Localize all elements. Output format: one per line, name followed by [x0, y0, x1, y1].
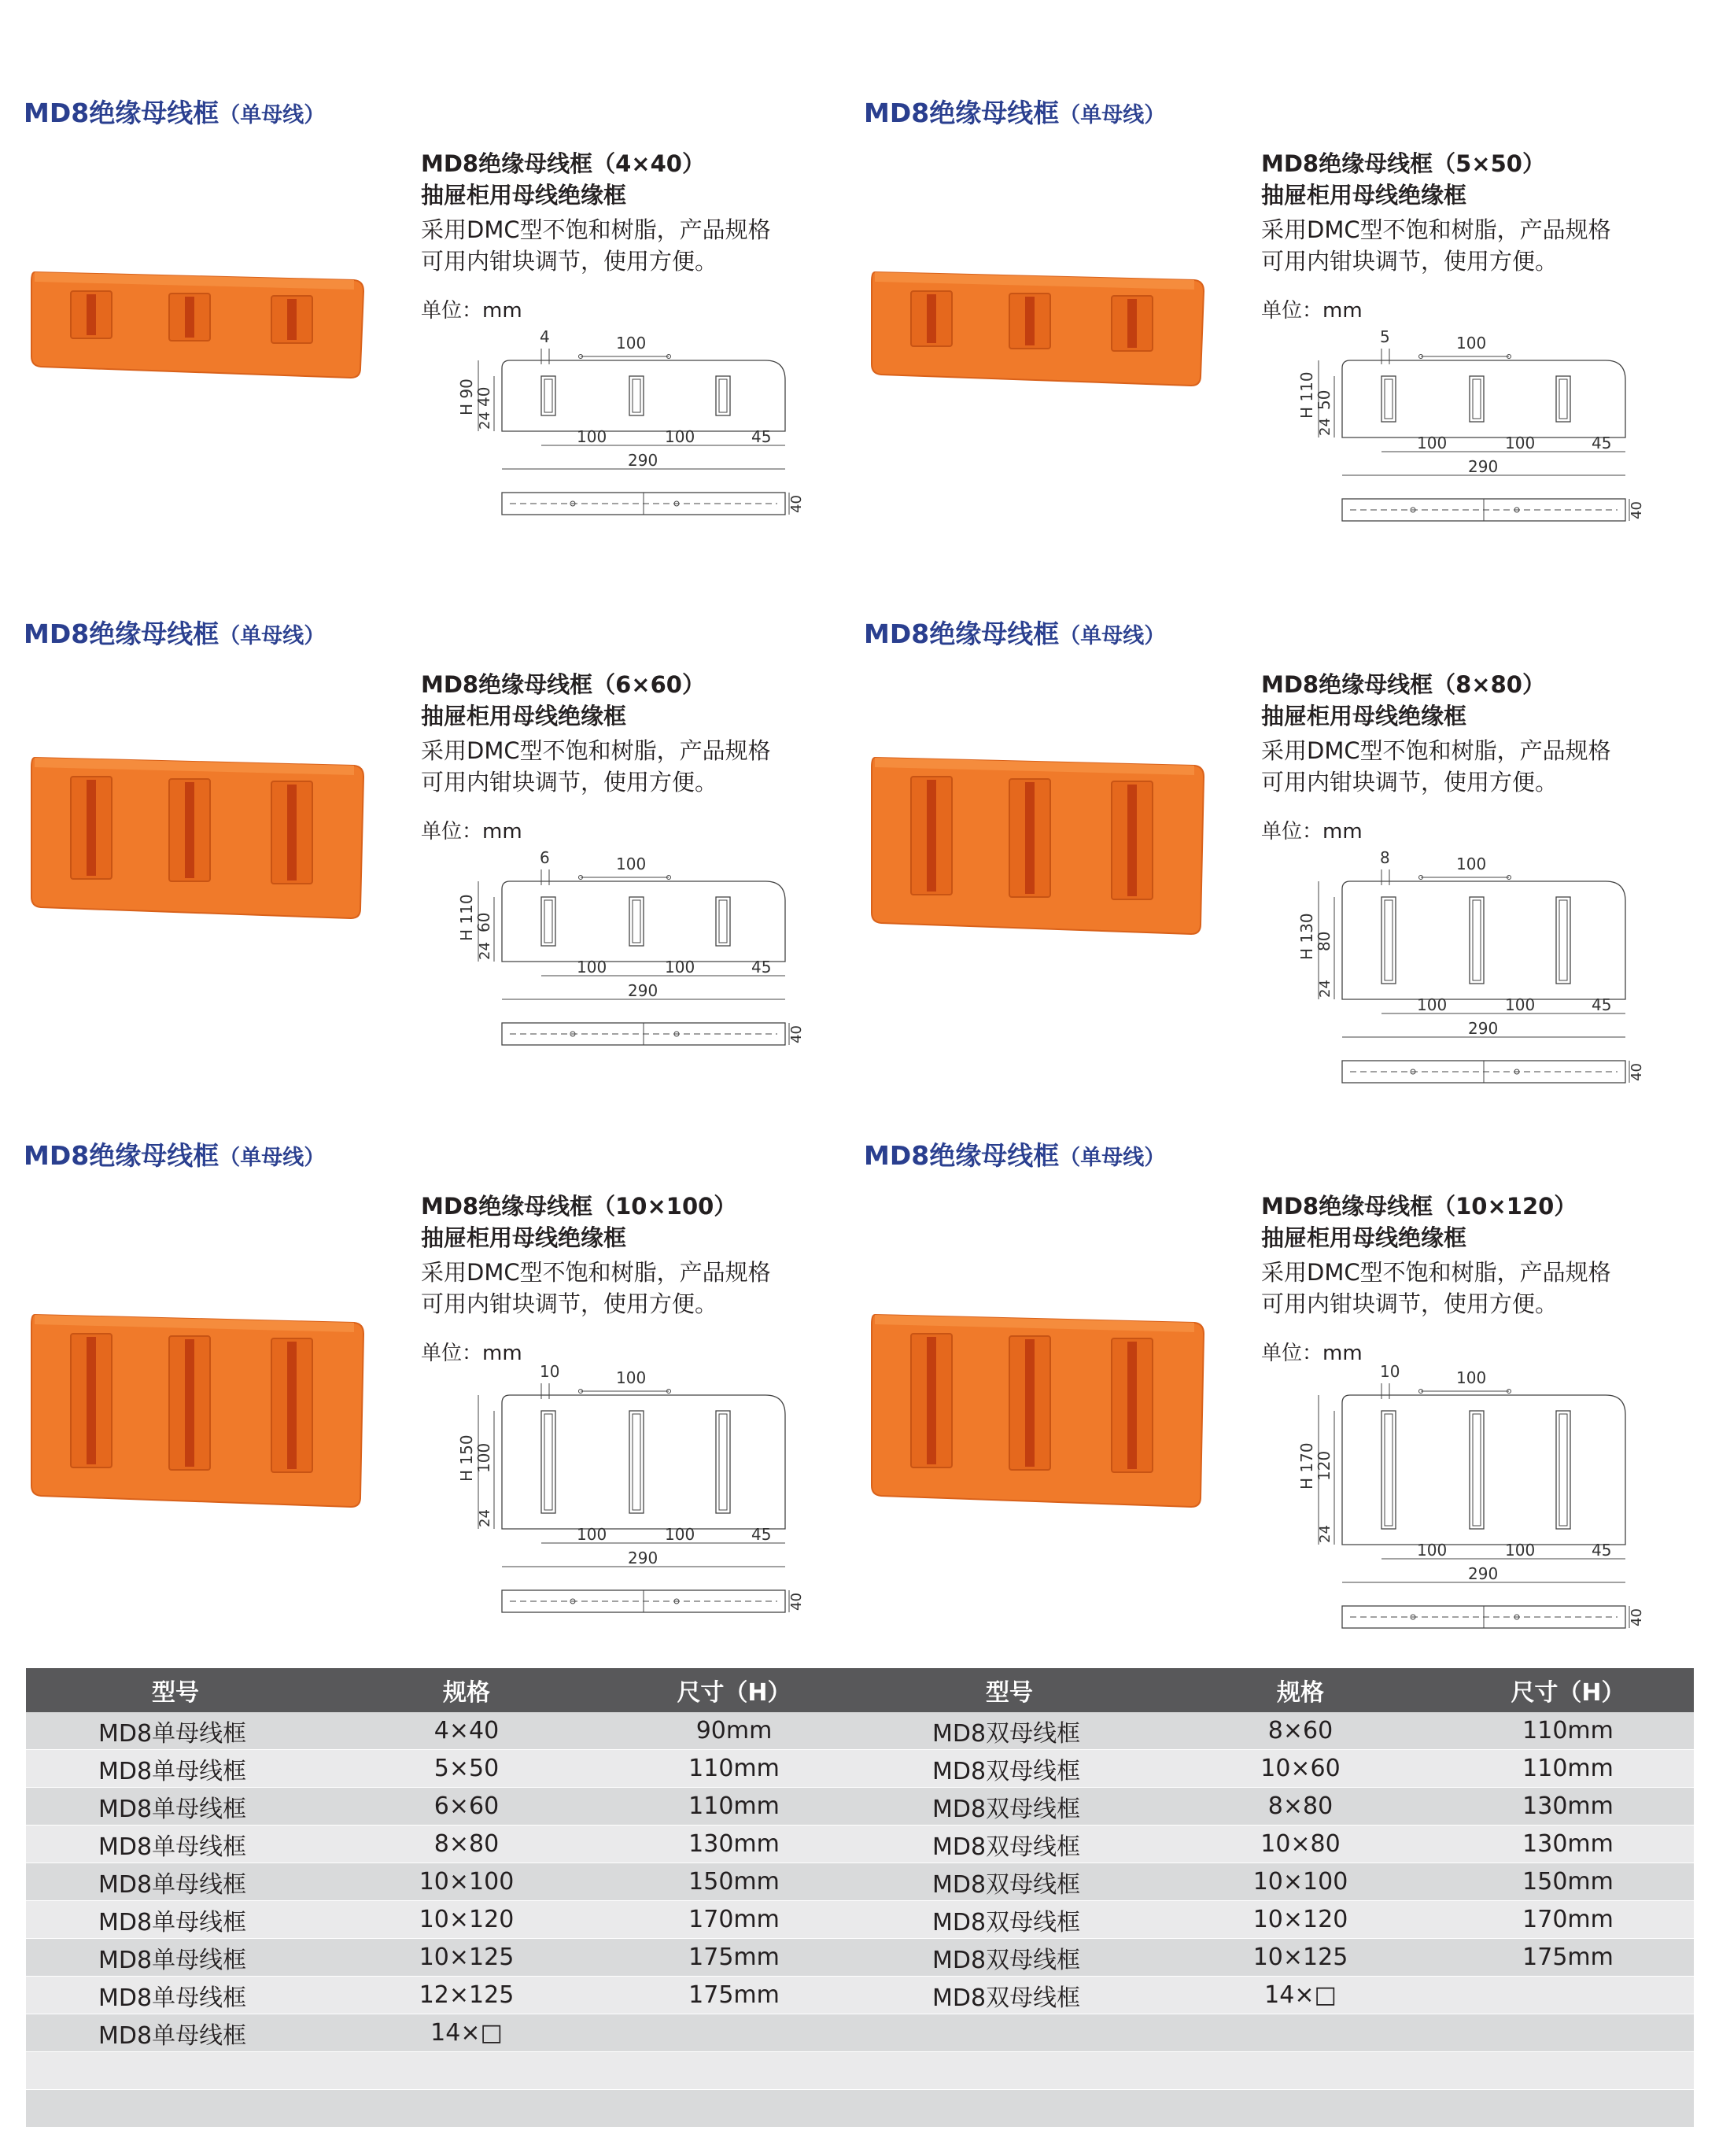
cell-model: MD8单母线框	[26, 1863, 325, 1901]
product-description	[1261, 148, 1686, 323]
table-row	[26, 1788, 1694, 1826]
product-section	[24, 614, 850, 1133]
cell-size: 150mm	[1442, 1863, 1694, 1901]
dimension-drawing-svg	[447, 305, 809, 533]
dim-span-1: 100	[1417, 995, 1448, 1014]
table-row	[26, 1977, 1694, 2014]
dimension-drawing-svg	[1287, 305, 1649, 540]
product-photo	[864, 1309, 1210, 1513]
dim-span-1: 100	[577, 958, 607, 976]
dim-pitch: 100	[616, 334, 647, 353]
dim-base: 24	[1317, 1525, 1334, 1543]
dimension-drawing	[1287, 305, 1649, 533]
unit-label: 单位：mm	[1261, 820, 1363, 844]
section-title	[864, 1135, 1165, 1172]
product-photo-svg	[24, 1309, 370, 1513]
dim-depth: 40	[788, 495, 805, 513]
cell-size: 170mm	[608, 1901, 860, 1939]
dim-base: 24	[477, 942, 493, 960]
cell-size	[608, 2090, 860, 2128]
product-photo-svg	[864, 266, 1210, 392]
product-section	[24, 1135, 850, 1655]
section-title-suffix: （单母线）	[1059, 1146, 1166, 1170]
cell-model	[26, 2052, 325, 2090]
dimension-drawing	[447, 1340, 809, 1611]
dim-span-1: 100	[1417, 1541, 1448, 1560]
cell-size	[608, 2014, 860, 2052]
table-row	[26, 1750, 1694, 1788]
unit-label: 单位：mm	[421, 820, 522, 844]
spec-table	[26, 1668, 1694, 2128]
dim-depth: 40	[1629, 1063, 1645, 1081]
table-row	[26, 2052, 1694, 2090]
cell-model: MD8单母线框	[26, 1750, 325, 1788]
dim-bus: 80	[1315, 931, 1334, 951]
dim-pitch: 100	[1456, 1368, 1487, 1387]
col-header-spec: 规格	[1159, 1668, 1442, 1712]
dim-base: 24	[1317, 418, 1334, 436]
product-photo	[24, 1309, 370, 1513]
cell-size: 175mm	[608, 1939, 860, 1977]
section-title-main: MD8绝缘母线框	[24, 98, 219, 128]
section-title-suffix: （单母线）	[219, 1146, 326, 1170]
dim-span-1: 100	[577, 427, 607, 446]
unit-label: 单位：mm	[421, 299, 522, 323]
dimension-drawing-svg	[447, 1340, 809, 1631]
dimension-drawing-svg	[1287, 826, 1649, 1102]
desc-line-1: 采用DMC型不饱和树脂，产品规格	[421, 216, 771, 243]
table-row	[26, 1863, 1694, 1901]
cell-spec	[1159, 2014, 1442, 2052]
cell-size	[1442, 2014, 1694, 2052]
dim-span-3: 45	[1592, 1541, 1612, 1560]
section-title	[24, 614, 325, 651]
cell-size: 175mm	[1442, 1939, 1694, 1977]
dim-span-3: 45	[751, 427, 772, 446]
cell-size	[1442, 1977, 1694, 2014]
dimension-drawing	[1287, 1340, 1649, 1626]
product-photo	[864, 266, 1210, 471]
cell-size: 175mm	[608, 1977, 860, 2014]
cell-spec: 8×80	[325, 1826, 608, 1863]
dim-height: H 150	[457, 1434, 476, 1482]
section-title-main: MD8绝缘母线框	[864, 98, 1060, 128]
cell-spec: 8×80	[1159, 1788, 1442, 1826]
cell-model: MD8单母线框	[26, 1901, 325, 1939]
desc-line-1: 采用DMC型不饱和树脂，产品规格	[421, 1259, 771, 1286]
cell-size: 110mm	[608, 1750, 860, 1788]
table-header-row	[26, 1668, 1694, 1712]
dim-bus: 40	[474, 386, 493, 407]
product-photo-svg	[864, 751, 1210, 940]
col-header-model: 型号	[26, 1668, 325, 1712]
dim-height: H 130	[1297, 913, 1316, 960]
dim-span-3: 45	[1592, 434, 1612, 452]
desc-line-2: 可用内钳块调节，使用方便。	[1261, 248, 1559, 275]
dim-span-2: 100	[665, 958, 695, 976]
section-title	[24, 93, 325, 130]
cell-size: 130mm	[1442, 1788, 1694, 1826]
cell-size: 170mm	[1442, 1901, 1694, 1939]
product-photo-svg	[864, 1309, 1210, 1513]
dim-total-length: 290	[628, 1549, 658, 1567]
dim-base: 24	[477, 1509, 493, 1527]
section-title-suffix: （单母线）	[219, 624, 326, 648]
section-title-main: MD8绝缘母线框	[864, 1140, 1060, 1171]
product-name: MD8绝缘母线框（4×40）	[421, 150, 705, 177]
cell-spec: 14×□	[1159, 1977, 1442, 2014]
cell-spec: 10×120	[1159, 1901, 1442, 1939]
section-title-main: MD8绝缘母线框	[864, 618, 1060, 649]
cell-spec	[1159, 2090, 1442, 2128]
dim-total-length: 290	[1468, 457, 1499, 476]
product-section	[864, 93, 1690, 612]
dim-height: H 90	[457, 378, 476, 415]
product-name: MD8绝缘母线框（5×50）	[1261, 150, 1545, 177]
dim-total-length: 290	[628, 451, 658, 470]
cell-model: MD8单母线框	[26, 2014, 325, 2052]
dim-span-1: 100	[577, 1525, 607, 1544]
desc-line-2: 可用内钳块调节，使用方便。	[421, 248, 718, 275]
unit-label: 单位：mm	[1261, 299, 1363, 323]
cell-size	[1442, 2090, 1694, 2128]
cell-spec	[325, 2090, 608, 2128]
desc-line-1: 采用DMC型不饱和树脂，产品规格	[1261, 1259, 1611, 1286]
dim-span-3: 45	[751, 1525, 772, 1544]
dim-total-length: 290	[1468, 1019, 1499, 1038]
section-title-main: MD8绝缘母线框	[24, 618, 219, 649]
cell-size: 130mm	[608, 1826, 860, 1863]
dimension-drawing-svg	[1287, 1340, 1649, 1647]
dim-depth: 40	[1629, 501, 1645, 519]
cell-size: 110mm	[608, 1788, 860, 1826]
cell-model: MD8单母线框	[26, 1939, 325, 1977]
desc-line-1: 采用DMC型不饱和树脂，产品规格	[1261, 737, 1611, 764]
desc-line-1: 采用DMC型不饱和树脂，产品规格	[1261, 216, 1611, 243]
cell-size: 150mm	[608, 1863, 860, 1901]
product-photo	[24, 266, 370, 471]
unit-label: 单位：mm	[421, 1342, 522, 1365]
dim-pitch: 100	[1456, 334, 1487, 353]
section-title	[864, 93, 1165, 130]
cell-model	[860, 2090, 1159, 2128]
section-title-suffix: （单母线）	[1059, 103, 1166, 127]
table-row	[26, 2014, 1694, 2052]
section-title-suffix: （单母线）	[219, 103, 326, 127]
section-title	[24, 1135, 325, 1172]
cell-model: MD8双母线框	[860, 1788, 1159, 1826]
dim-bus: 50	[1315, 389, 1334, 410]
dim-slot-width: 10	[1380, 1362, 1400, 1381]
desc-line-2: 可用内钳块调节，使用方便。	[421, 1290, 718, 1317]
cell-size: 110mm	[1442, 1712, 1694, 1750]
cell-model: MD8单母线框	[26, 1977, 325, 2014]
section-title-main: MD8绝缘母线框	[24, 1140, 219, 1171]
dimension-drawing	[1287, 826, 1649, 1081]
product-use: 抽屉柜用母线绝缘框	[421, 703, 627, 729]
desc-line-2: 可用内钳块调节，使用方便。	[1261, 769, 1559, 796]
product-name: MD8绝缘母线框（10×100）	[421, 1193, 737, 1220]
section-title-suffix: （单母线）	[1059, 624, 1166, 648]
dim-span-2: 100	[1505, 1541, 1536, 1560]
table-row	[26, 1939, 1694, 1977]
dim-bus: 60	[474, 912, 493, 932]
cell-spec: 10×100	[1159, 1863, 1442, 1901]
dim-total-length: 290	[1468, 1564, 1499, 1583]
product-photo-svg	[24, 266, 370, 384]
product-name: MD8绝缘母线框（6×60）	[421, 671, 705, 698]
cell-model	[860, 2014, 1159, 2052]
dim-slot-width: 6	[540, 848, 550, 867]
cell-model: MD8双母线框	[860, 1901, 1159, 1939]
col-header-size: 尺寸（H）	[608, 1668, 860, 1712]
dim-height: H 170	[1297, 1442, 1316, 1490]
dim-depth: 40	[788, 1593, 805, 1611]
product-description	[1261, 669, 1686, 844]
dim-slot-width: 10	[540, 1362, 560, 1381]
product-use: 抽屉柜用母线绝缘框	[421, 1224, 627, 1251]
cell-size	[608, 2052, 860, 2090]
dim-depth: 40	[1629, 1608, 1645, 1626]
table-row	[26, 1826, 1694, 1863]
dim-base: 24	[1317, 980, 1334, 998]
cell-spec	[325, 2052, 608, 2090]
dim-span-3: 45	[751, 958, 772, 976]
cell-spec: 10×60	[1159, 1750, 1442, 1788]
dim-slot-width: 8	[1380, 848, 1390, 867]
dim-pitch: 100	[616, 855, 647, 873]
product-use: 抽屉柜用母线绝缘框	[1261, 182, 1467, 209]
desc-line-2: 可用内钳块调节，使用方便。	[1261, 1290, 1559, 1317]
dim-height: H 110	[457, 894, 476, 941]
dim-bus: 100	[474, 1442, 493, 1473]
dim-span-2: 100	[665, 427, 695, 446]
dim-span-3: 45	[1592, 995, 1612, 1014]
col-header-model: 型号	[860, 1668, 1159, 1712]
dimension-drawing	[447, 305, 809, 533]
cell-model: MD8双母线框	[860, 1750, 1159, 1788]
cell-model	[860, 2052, 1159, 2090]
table-row	[26, 1712, 1694, 1750]
dimension-drawing-svg	[447, 826, 809, 1064]
cell-model: MD8双母线框	[860, 1712, 1159, 1750]
dim-depth: 40	[788, 1025, 805, 1043]
cell-spec: 10×100	[325, 1863, 608, 1901]
cell-model	[26, 2090, 325, 2128]
dim-base: 24	[477, 412, 493, 430]
cell-size	[1442, 2052, 1694, 2090]
cell-model: MD8双母线框	[860, 1826, 1159, 1863]
product-section	[24, 93, 850, 612]
cell-spec: 14×□	[325, 2014, 608, 2052]
cell-model: MD8单母线框	[26, 1826, 325, 1863]
dimension-drawing	[447, 826, 809, 1054]
dim-span-2: 100	[1505, 434, 1536, 452]
cell-spec: 6×60	[325, 1788, 608, 1826]
cell-spec: 10×80	[1159, 1826, 1442, 1863]
product-name: MD8绝缘母线框（8×80）	[1261, 671, 1545, 698]
product-name: MD8绝缘母线框（10×120）	[1261, 1193, 1577, 1220]
dim-slot-width: 5	[1380, 327, 1390, 346]
product-photo-svg	[24, 751, 370, 925]
product-description	[421, 148, 846, 323]
product-section	[864, 614, 1690, 1133]
dim-bus: 120	[1315, 1450, 1334, 1481]
section-title	[864, 614, 1165, 651]
cell-model: MD8双母线框	[860, 1977, 1159, 2014]
cell-spec: 5×50	[325, 1750, 608, 1788]
cell-size: 130mm	[1442, 1826, 1694, 1863]
cell-model: MD8单母线框	[26, 1712, 325, 1750]
dim-pitch: 100	[616, 1368, 647, 1387]
col-header-size: 尺寸（H）	[1442, 1668, 1694, 1712]
cell-spec: 8×60	[1159, 1712, 1442, 1750]
product-photo	[24, 751, 370, 956]
cell-spec: 10×120	[325, 1901, 608, 1939]
dim-pitch: 100	[1456, 855, 1487, 873]
dim-span-2: 100	[665, 1525, 695, 1544]
table-row	[26, 2090, 1694, 2128]
desc-line-1: 采用DMC型不饱和树脂，产品规格	[421, 737, 771, 764]
cell-size: 110mm	[1442, 1750, 1694, 1788]
dim-total-length: 290	[628, 981, 658, 1000]
cell-spec	[1159, 2052, 1442, 2090]
cell-spec: 10×125	[1159, 1939, 1442, 1977]
cell-model: MD8双母线框	[860, 1939, 1159, 1977]
product-description	[421, 669, 846, 844]
cell-model: MD8双母线框	[860, 1863, 1159, 1901]
product-use: 抽屉柜用母线绝缘框	[1261, 703, 1467, 729]
product-section	[864, 1135, 1690, 1655]
cell-size: 90mm	[608, 1712, 860, 1750]
cell-model: MD8单母线框	[26, 1788, 325, 1826]
product-use: 抽屉柜用母线绝缘框	[1261, 1224, 1467, 1251]
cell-spec: 4×40	[325, 1712, 608, 1750]
product-use: 抽屉柜用母线绝缘框	[421, 182, 627, 209]
cell-spec: 12×125	[325, 1977, 608, 2014]
product-photo	[864, 751, 1210, 956]
cell-spec: 10×125	[325, 1939, 608, 1977]
unit-label: 单位：mm	[1261, 1342, 1363, 1365]
table-row	[26, 1901, 1694, 1939]
dim-slot-width: 4	[540, 327, 550, 346]
desc-line-2: 可用内钳块调节，使用方便。	[421, 769, 718, 796]
col-header-spec: 规格	[325, 1668, 608, 1712]
dim-span-2: 100	[1505, 995, 1536, 1014]
dim-span-1: 100	[1417, 434, 1448, 452]
dim-height: H 110	[1297, 371, 1316, 419]
